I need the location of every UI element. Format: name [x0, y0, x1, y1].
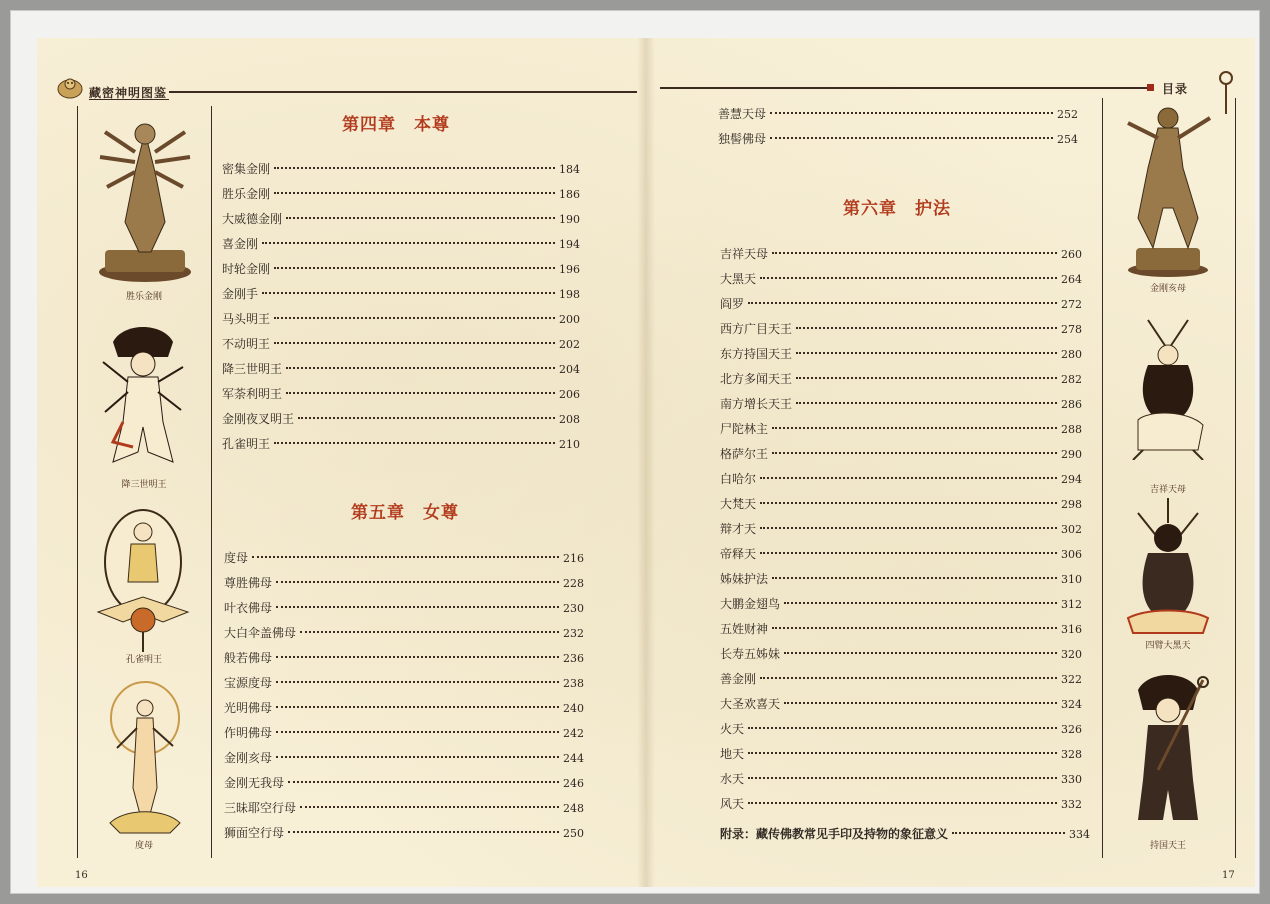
toc-entry[interactable] — [720, 395, 1082, 415]
leader-dots — [772, 452, 1057, 454]
leader-dots — [760, 277, 1057, 279]
toc-entry-page: 252 — [1057, 108, 1078, 121]
toc-entry[interactable] — [718, 105, 1078, 125]
leader-dots — [262, 242, 555, 244]
toc-entry-page: 310 — [1061, 573, 1082, 586]
toc-entry[interactable] — [224, 724, 584, 744]
toc-entry[interactable] — [720, 295, 1082, 315]
toc-entry-page: 260 — [1061, 248, 1082, 261]
toc-entry[interactable] — [224, 799, 584, 819]
book-spread — [37, 38, 1255, 887]
leader-dots — [276, 581, 559, 583]
toc-entry-page: 328 — [1061, 748, 1082, 761]
page-number: 16 — [75, 870, 88, 881]
leader-dots — [760, 552, 1057, 554]
illustration-caption: 度母 — [134, 841, 153, 851]
leader-dots — [274, 442, 555, 444]
toc-entry-title: 西方广目天王 — [720, 322, 793, 336]
leader-dots — [274, 342, 555, 344]
leader-dots — [760, 677, 1057, 679]
toc-entry-title: 孔雀明王 — [222, 437, 271, 451]
toc-entry-title: 大圣欢喜天 — [720, 697, 781, 711]
toc-entry-page: 206 — [559, 388, 580, 401]
toc-entry-page: 210 — [559, 438, 580, 451]
toc-entry-page: 190 — [559, 213, 580, 226]
toc-entry-title: 光明佛母 — [224, 701, 273, 715]
toc-entry-title: 密集金刚 — [222, 162, 271, 176]
leader-dots — [760, 477, 1057, 479]
leader-dots — [748, 302, 1057, 304]
toc-entry-page: 186 — [559, 188, 580, 201]
leader-dots — [952, 832, 1065, 834]
illustration-caption: 持国天王 — [1149, 841, 1186, 851]
toc-entry[interactable] — [720, 370, 1082, 390]
toc-entry-page: 208 — [559, 413, 580, 426]
leader-dots — [262, 292, 555, 294]
toc-entry[interactable] — [720, 445, 1082, 465]
header-rule — [660, 87, 1148, 89]
toc-entry[interactable] — [720, 270, 1082, 290]
toc-entry[interactable] — [222, 185, 580, 205]
illustration-caption: 金刚亥母 — [1149, 284, 1186, 294]
toc-entry-title: 三昧耶空行母 — [224, 801, 297, 815]
toc-entry[interactable] — [720, 795, 1082, 815]
toc-entry[interactable] — [720, 545, 1082, 565]
toc-entry[interactable] — [720, 420, 1082, 440]
toc-entry-page: 288 — [1061, 423, 1082, 436]
illustration-caption: 胜乐金刚 — [125, 292, 162, 302]
toc-entry-page: 330 — [1061, 773, 1082, 786]
toc-entry-page: 264 — [1061, 273, 1082, 286]
right-page — [650, 38, 1255, 887]
chapter-name: 本尊 — [414, 115, 450, 135]
leader-dots — [276, 656, 559, 658]
leader-dots — [300, 806, 559, 808]
toc-entry-title: 东方持国天王 — [720, 347, 793, 361]
toc-entry-title: 降三世明王 — [222, 362, 283, 376]
toc-entry-title: 般若佛母 — [224, 651, 273, 665]
leader-dots — [760, 527, 1057, 529]
toc-entry-title: 叶衣佛母 — [224, 601, 273, 615]
deity-illustration-tara — [95, 678, 195, 842]
toc-entry-title: 火天 — [720, 722, 745, 736]
toc-entry-page: 326 — [1061, 723, 1082, 736]
toc-entry[interactable] — [222, 310, 580, 330]
toc-entry[interactable] — [224, 824, 584, 844]
toc-entry-page: 324 — [1061, 698, 1082, 711]
toc-entry-page: 194 — [559, 238, 580, 251]
toc-entry-title: 善金刚 — [720, 672, 757, 686]
leader-dots — [276, 756, 559, 758]
toc-entry[interactable] — [720, 345, 1082, 365]
toc-entry[interactable] — [718, 130, 1078, 150]
toc-entry[interactable] — [224, 749, 584, 769]
toc-entry-page: 196 — [559, 263, 580, 276]
toc-entry[interactable] — [720, 495, 1082, 515]
toc-entry-page: 238 — [563, 677, 584, 690]
toc-entry-appendix[interactable] — [720, 825, 1090, 845]
toc-entry-title: 金刚手 — [222, 287, 259, 301]
left-page — [37, 38, 642, 887]
deity-illustration-chakrasamvara — [95, 112, 195, 288]
header-title: 目录 — [1162, 82, 1189, 96]
toc-entry[interactable] — [222, 435, 580, 455]
toc-entry[interactable] — [224, 624, 584, 644]
toc-entry-title: 帝释天 — [720, 547, 757, 561]
header-marker-icon — [1147, 84, 1154, 91]
header-ornament-icon — [1216, 70, 1236, 118]
toc-entry-page: 200 — [559, 313, 580, 326]
leader-dots — [274, 192, 555, 194]
toc-entry-title: 风天 — [720, 797, 745, 811]
toc-entry-title: 姊妹护法 — [720, 572, 769, 586]
toc-entry-page: 272 — [1061, 298, 1082, 311]
toc-entry-page: 306 — [1061, 548, 1082, 561]
deity-illustration-palden-lhamo — [1118, 310, 1218, 464]
toc-entry-title: 吉祥天母 — [720, 247, 769, 261]
leader-dots — [796, 352, 1057, 354]
toc-entry[interactable] — [720, 320, 1082, 340]
toc-entry-title: 狮面空行母 — [224, 826, 285, 840]
toc-entry[interactable] — [224, 699, 584, 719]
toc-entry-title: 尸陀林主 — [720, 422, 769, 436]
toc-entry-page: 198 — [559, 288, 580, 301]
toc-entry[interactable] — [224, 599, 584, 619]
toc-entry[interactable] — [720, 770, 1082, 790]
illustration-caption: 吉祥天母 — [1149, 485, 1186, 495]
toc-entry-title: 水天 — [720, 772, 745, 786]
toc-entry[interactable] — [720, 520, 1082, 540]
toc-entry-title: 辩才天 — [720, 522, 757, 536]
toc-entry-title: 时轮金刚 — [222, 262, 271, 276]
leader-dots — [274, 317, 555, 319]
toc-entry-page: 230 — [563, 602, 584, 615]
toc-entry-title: 阎罗 — [720, 297, 745, 311]
leader-dots — [748, 752, 1057, 754]
chapter-name: 护法 — [915, 199, 951, 219]
column-divider — [77, 106, 78, 858]
leader-dots — [770, 112, 1053, 114]
leader-dots — [772, 627, 1057, 629]
toc-entry-page: 240 — [563, 702, 584, 715]
leader-dots — [770, 137, 1053, 139]
illustration-caption: 四臂大黑天 — [1145, 641, 1191, 651]
leader-dots — [286, 367, 555, 369]
chapter-title — [351, 498, 459, 523]
toc-entry-title: 附录：藏传佛教常见手印及持物的象征意义 — [720, 827, 949, 841]
leader-dots — [288, 781, 559, 783]
toc-entry[interactable] — [222, 210, 580, 230]
illustration-caption: 孔雀明王 — [125, 655, 162, 665]
toc-entry-page: 320 — [1061, 648, 1082, 661]
leader-dots — [796, 402, 1057, 404]
toc-entry-page: 184 — [559, 163, 580, 176]
toc-entry-page: 236 — [563, 652, 584, 665]
toc-entry-page: 334 — [1069, 828, 1090, 841]
toc-entry[interactable] — [222, 235, 580, 255]
toc-entry-title: 大黑天 — [720, 272, 757, 286]
toc-entry-page: 282 — [1061, 373, 1082, 386]
toc-entry-title: 金刚无我母 — [224, 776, 285, 790]
toc-entry[interactable] — [720, 470, 1082, 490]
leader-dots — [276, 706, 559, 708]
toc-entry-page: 232 — [563, 627, 584, 640]
chapter-number: 第六章 — [843, 199, 897, 219]
toc-entry-title: 北方多闻天王 — [720, 372, 793, 386]
toc-entry-title: 善慧天母 — [718, 107, 767, 121]
toc-entry-title: 长寿五姊妹 — [720, 647, 781, 661]
toc-entry[interactable] — [222, 385, 580, 405]
toc-entry[interactable] — [222, 360, 580, 380]
toc-entry-page: 332 — [1061, 798, 1082, 811]
leader-dots — [748, 777, 1057, 779]
leader-dots — [276, 731, 559, 733]
toc-entry[interactable] — [222, 410, 580, 430]
toc-entry-page: 298 — [1061, 498, 1082, 511]
toc-entry-page: 302 — [1061, 523, 1082, 536]
column-divider — [1235, 98, 1236, 858]
toc-entry-title: 作明佛母 — [224, 726, 273, 740]
leader-dots — [748, 802, 1057, 804]
toc-entry-title: 地天 — [720, 747, 745, 761]
toc-entry-page: 290 — [1061, 448, 1082, 461]
leader-dots — [760, 502, 1057, 504]
toc-entry[interactable] — [720, 570, 1082, 590]
toc-entry-page: 228 — [563, 577, 584, 590]
toc-entry[interactable] — [720, 645, 1082, 665]
toc-entry-title: 大梵天 — [720, 497, 757, 511]
header-rule — [169, 91, 637, 93]
toc-entry[interactable] — [720, 595, 1082, 615]
toc-entry-title: 大鹏金翅鸟 — [720, 597, 781, 611]
leader-dots — [796, 377, 1057, 379]
toc-entry-page: 316 — [1061, 623, 1082, 636]
leader-dots — [748, 727, 1057, 729]
header-title: 藏密神明图鉴 — [89, 86, 168, 100]
toc-entry-title: 宝源度母 — [224, 676, 273, 690]
chapter-title — [843, 194, 951, 219]
toc-entry[interactable] — [720, 620, 1082, 640]
toc-entry[interactable] — [224, 574, 584, 594]
toc-entry-title: 马头明王 — [222, 312, 271, 326]
deity-illustration-trailokyavijaya — [93, 322, 193, 476]
chapter-name: 女尊 — [423, 503, 459, 523]
leader-dots — [772, 577, 1057, 579]
toc-entry-page: 248 — [563, 802, 584, 815]
toc-entry[interactable] — [224, 549, 584, 569]
header-emblem-icon — [56, 74, 84, 104]
toc-entry[interactable] — [720, 245, 1082, 265]
chapter-title — [342, 110, 450, 135]
toc-entry-page: 216 — [563, 552, 584, 565]
toc-entry-page: 204 — [559, 363, 580, 376]
toc-entry[interactable] — [720, 745, 1082, 765]
toc-entry-page: 278 — [1061, 323, 1082, 336]
page-number: 17 — [1222, 870, 1235, 881]
toc-entry-title: 不动明王 — [222, 337, 271, 351]
toc-entry[interactable] — [222, 335, 580, 355]
illustration-caption: 降三世明王 — [121, 480, 167, 490]
toc-entry[interactable] — [222, 160, 580, 180]
leader-dots — [276, 681, 559, 683]
toc-entry-page: 250 — [563, 827, 584, 840]
leader-dots — [300, 631, 559, 633]
toc-entry-page: 254 — [1057, 133, 1078, 146]
toc-entry-title: 格萨尔王 — [720, 447, 769, 461]
toc-entry-title: 胜乐金刚 — [222, 187, 271, 201]
leader-dots — [796, 327, 1057, 329]
toc-entry-page: 322 — [1061, 673, 1082, 686]
toc-entry[interactable] — [720, 695, 1082, 715]
toc-entry[interactable] — [222, 285, 580, 305]
leader-dots — [772, 427, 1057, 429]
leader-dots — [772, 252, 1057, 254]
toc-entry[interactable] — [222, 260, 580, 280]
column-divider — [1102, 98, 1103, 858]
column-divider — [211, 106, 212, 858]
leader-dots — [252, 556, 559, 558]
toc-entry-title: 喜金刚 — [222, 237, 259, 251]
toc-entry-title: 南方增长天王 — [720, 397, 793, 411]
leader-dots — [274, 167, 555, 169]
toc-entry[interactable] — [720, 720, 1082, 740]
leader-dots — [784, 652, 1057, 654]
toc-entry[interactable] — [720, 670, 1082, 690]
leader-dots — [784, 702, 1057, 704]
toc-entry[interactable] — [224, 649, 584, 669]
toc-entry-title: 金刚亥母 — [224, 751, 273, 765]
toc-entry-title: 尊胜佛母 — [224, 576, 273, 590]
deity-illustration-mahakala — [1118, 493, 1218, 647]
document-frame — [10, 10, 1260, 894]
leader-dots — [286, 392, 555, 394]
toc-entry-title: 五姓财神 — [720, 622, 769, 636]
toc-entry-page: 286 — [1061, 398, 1082, 411]
leader-dots — [286, 217, 555, 219]
deity-illustration-vajravarahi — [1118, 98, 1218, 282]
toc-entry-title: 金刚夜叉明王 — [222, 412, 295, 426]
leader-dots — [298, 417, 555, 419]
toc-entry-page: 280 — [1061, 348, 1082, 361]
toc-entry-title: 白哈尔 — [720, 472, 757, 486]
leader-dots — [288, 831, 559, 833]
toc-entry[interactable] — [224, 674, 584, 694]
toc-entry-title: 大威德金刚 — [222, 212, 283, 226]
toc-entry-title: 军荼利明王 — [222, 387, 283, 401]
toc-entry-page: 244 — [563, 752, 584, 765]
deity-illustration-mahamayuri — [93, 502, 193, 656]
leader-dots — [276, 606, 559, 608]
toc-entry-title: 度母 — [224, 551, 249, 565]
chapter-number: 第五章 — [351, 503, 405, 523]
toc-entry[interactable] — [224, 774, 584, 794]
deity-illustration-dhritarashtra — [1118, 670, 1218, 839]
leader-dots — [274, 267, 555, 269]
toc-entry-page: 312 — [1061, 598, 1082, 611]
toc-entry-page: 242 — [563, 727, 584, 740]
toc-entry-page: 202 — [559, 338, 580, 351]
header-rule-short — [89, 99, 169, 100]
leader-dots — [784, 602, 1057, 604]
toc-entry-page: 246 — [563, 777, 584, 790]
toc-entry-title: 大白伞盖佛母 — [224, 626, 297, 640]
chapter-number: 第四章 — [342, 115, 396, 135]
toc-entry-page: 294 — [1061, 473, 1082, 486]
toc-entry-title: 独髻佛母 — [718, 132, 767, 146]
